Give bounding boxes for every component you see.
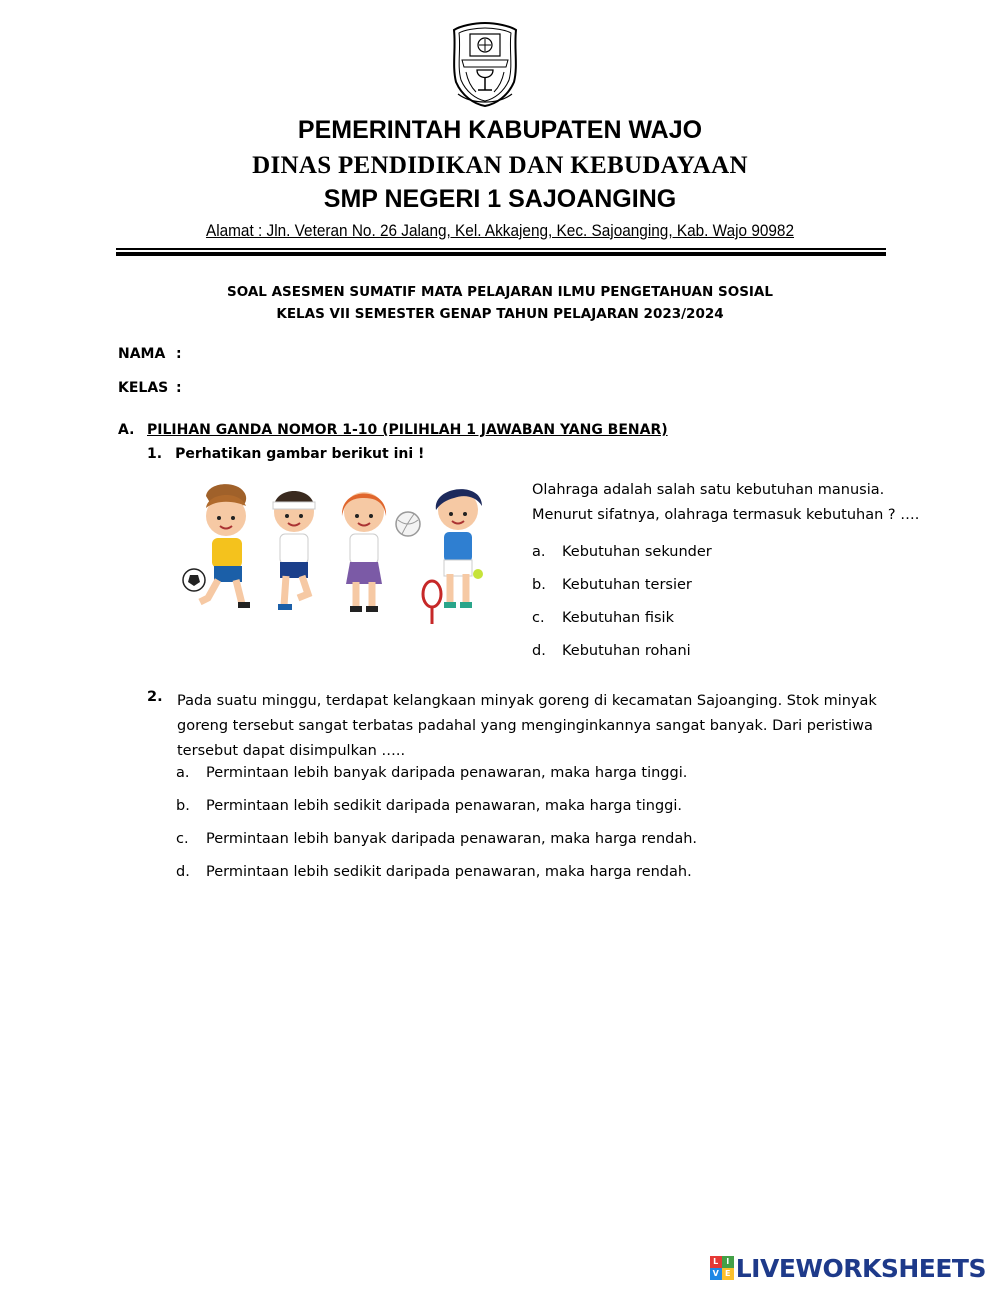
option-letter: d. [176,864,190,880]
question-1-number: 1. [147,446,163,462]
letterhead-school: SMP NEGERI 1 SAJOANGING [323,185,677,213]
liveworksheets-badge-icon [710,1256,734,1280]
option-text: Permintaan lebih banyak daripada penawaran, maka harga tinggi. [206,765,688,781]
letterhead-address: Alamat : Jln. Veteran No. 26 Jalang, Kel. Akkajeng, Kec. Sajoanging, Kab. Wajo 90982 [205,222,795,240]
option-text: Permintaan lebih sedikit daripada penawaran, maka harga rendah. [206,864,692,880]
question-1-prompt [147,446,424,462]
letterhead-divider-thin [116,248,886,250]
option-letter: a. [532,544,546,560]
class-field[interactable] [118,380,182,396]
name-label: NAMA [118,346,166,362]
class-colon: : [176,380,182,396]
question-1-text-line-1: Olahraga adalah salah satu kebutuhan manusia. [532,482,885,498]
option-text: Permintaan lebih sedikit daripada penawaran, maka harga tinggi. [206,798,683,814]
option-text: Permintaan lebih banyak daripada penawaran, maka harga rendah. [206,831,698,847]
question-1-prompt-text: Perhatikan gambar berikut ini ! [175,446,425,462]
liveworksheets-watermark [710,1252,986,1284]
option-letter: d. [532,643,546,659]
name-field[interactable] [118,346,182,362]
name-colon: : [176,346,182,362]
option-text: Kebutuhan fisik [562,610,674,626]
option-text: Kebutuhan sekunder [562,544,712,560]
badge-letter-e: E [722,1268,734,1280]
question-1-text-line-2: Menurut sifatnya, olahraga termasuk kebutuhan ? …. [532,507,920,523]
question-2-text: Pada suatu minggu, terdapat kelangkaan minyak goreng di kecamatan Sajoanging. Stok minyak goreng tersebut sangat terbatas padahal yang menginginkannya sangat banyak. Dari peristiwa tersebut dapat disimpulkan ….. [177,693,877,759]
liveworksheets-wordmark: LIVEWORKSHEETS [735,1253,986,1283]
option-letter: a. [176,765,190,781]
badge-letter-v: V [710,1268,722,1280]
question-2-number: 2. [147,689,163,705]
class-label: KELAS [118,380,169,396]
option-letter: c. [176,831,189,847]
option-letter: b. [176,798,190,814]
badge-letter-l: L [710,1256,722,1268]
letterhead-government: PEMERINTAH KABUPATEN WAJO [297,116,703,144]
kids-sports-illustration [178,476,498,628]
badge-letter-i: I [722,1256,734,1268]
option-text: Kebutuhan tersier [562,577,692,593]
section-letter: A. [118,422,135,438]
exam-title: SOAL ASESMEN SUMATIF MATA PELAJARAN ILMU PENGETAHUAN SOSIAL [227,284,773,300]
option-text: Kebutuhan rohani [562,643,691,659]
option-letter: c. [532,610,545,626]
letterhead-divider-thick [116,252,886,256]
option-letter: b. [532,577,546,593]
section-title: PILIHAN GANDA NOMOR 1-10 (PILIHLAH 1 JAWABAN YANG BENAR) [147,422,668,438]
question-1-text [532,478,952,528]
exam-subtitle: KELAS VII SEMESTER GENAP TAHUN PELAJARAN 2023/2024 [276,306,724,322]
letterhead-agency: DINAS PENDIDIKAN DAN KEBUDAYAAN [252,152,748,179]
school-emblem-logo [446,20,524,108]
